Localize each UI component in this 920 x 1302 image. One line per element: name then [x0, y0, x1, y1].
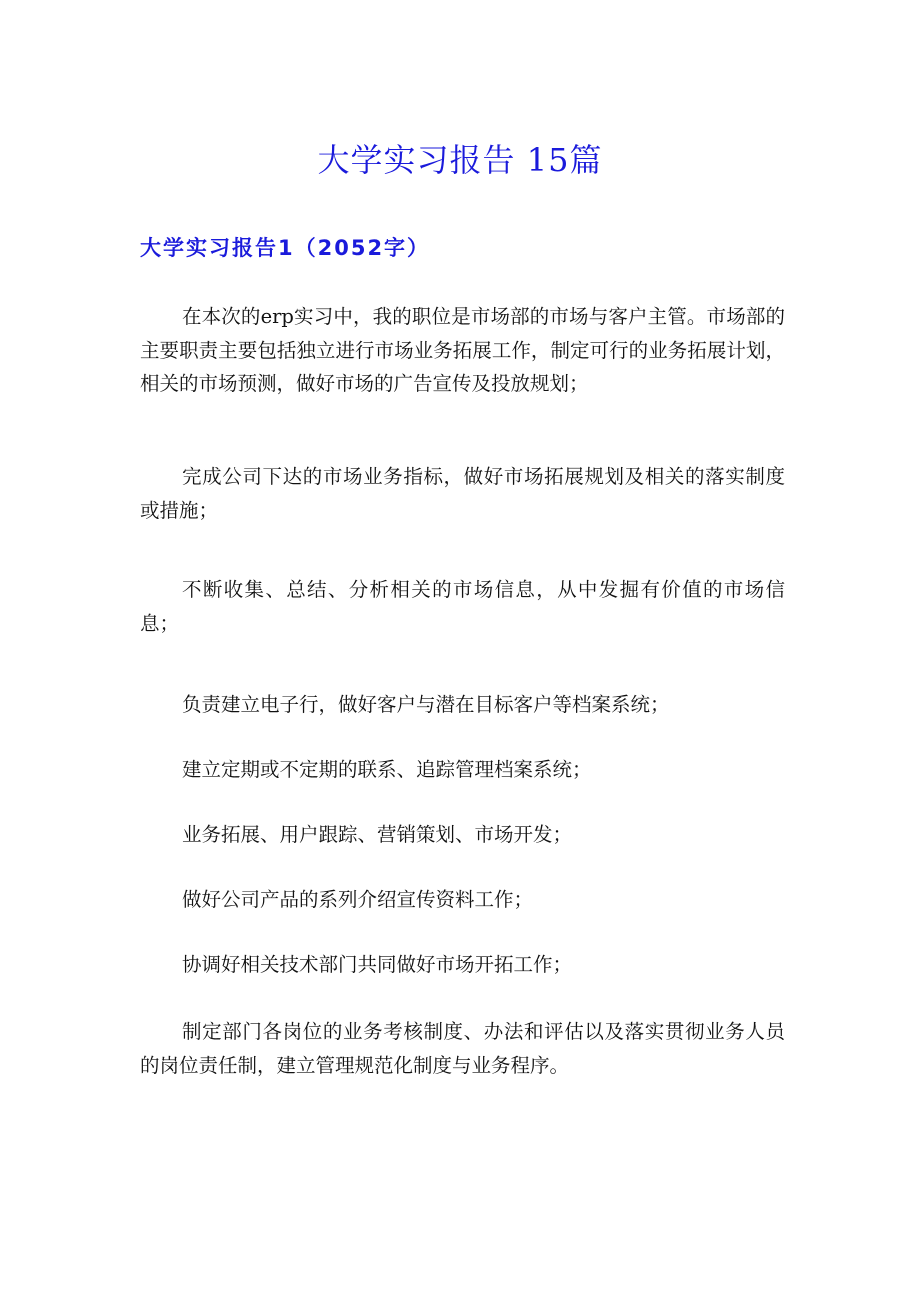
section-heading: 大学实习报告1（2052字） — [140, 236, 431, 260]
paragraph-7: 做好公司产品的系列介绍宣传资料工作； — [182, 888, 534, 911]
paragraph-5: 建立定期或不定期的联系、追踪管理档案系统； — [182, 758, 592, 781]
paragraph-4: 负责建立电子行，做好客户与潜在目标客户等档案系统； — [182, 693, 670, 716]
paragraph-9: 制定部门各岗位的业务考核制度、办法和评估以及落实贯彻业务人员的岗位责任制，建立管理规范化制度与业务程序。 — [140, 1020, 785, 1077]
paragraph-2: 完成公司下达的市场业务指标，做好市场拓展规划及相关的落实制度或措施； — [140, 465, 785, 522]
paragraph-1: 在本次的erp实习中，我的职位是市场部的市场与客户主管。市场部的主要职责主要包括独立进行市场业务拓展工作，制定可行的业务拓展计划，相关的市场预测，做好市场的广告宣传及投放规划； — [140, 305, 785, 395]
paragraph-8: 协调好相关技术部门共同做好市场开拓工作； — [182, 953, 573, 976]
document-title: 大学实习报告 15篇 — [317, 141, 603, 179]
paragraph-3: 不断收集、总结、分析相关的市场信息，从中发掘有价值的市场信息； — [140, 578, 785, 635]
paragraph-6: 业务拓展、用户跟踪、营销策划、市场开发； — [182, 823, 573, 846]
